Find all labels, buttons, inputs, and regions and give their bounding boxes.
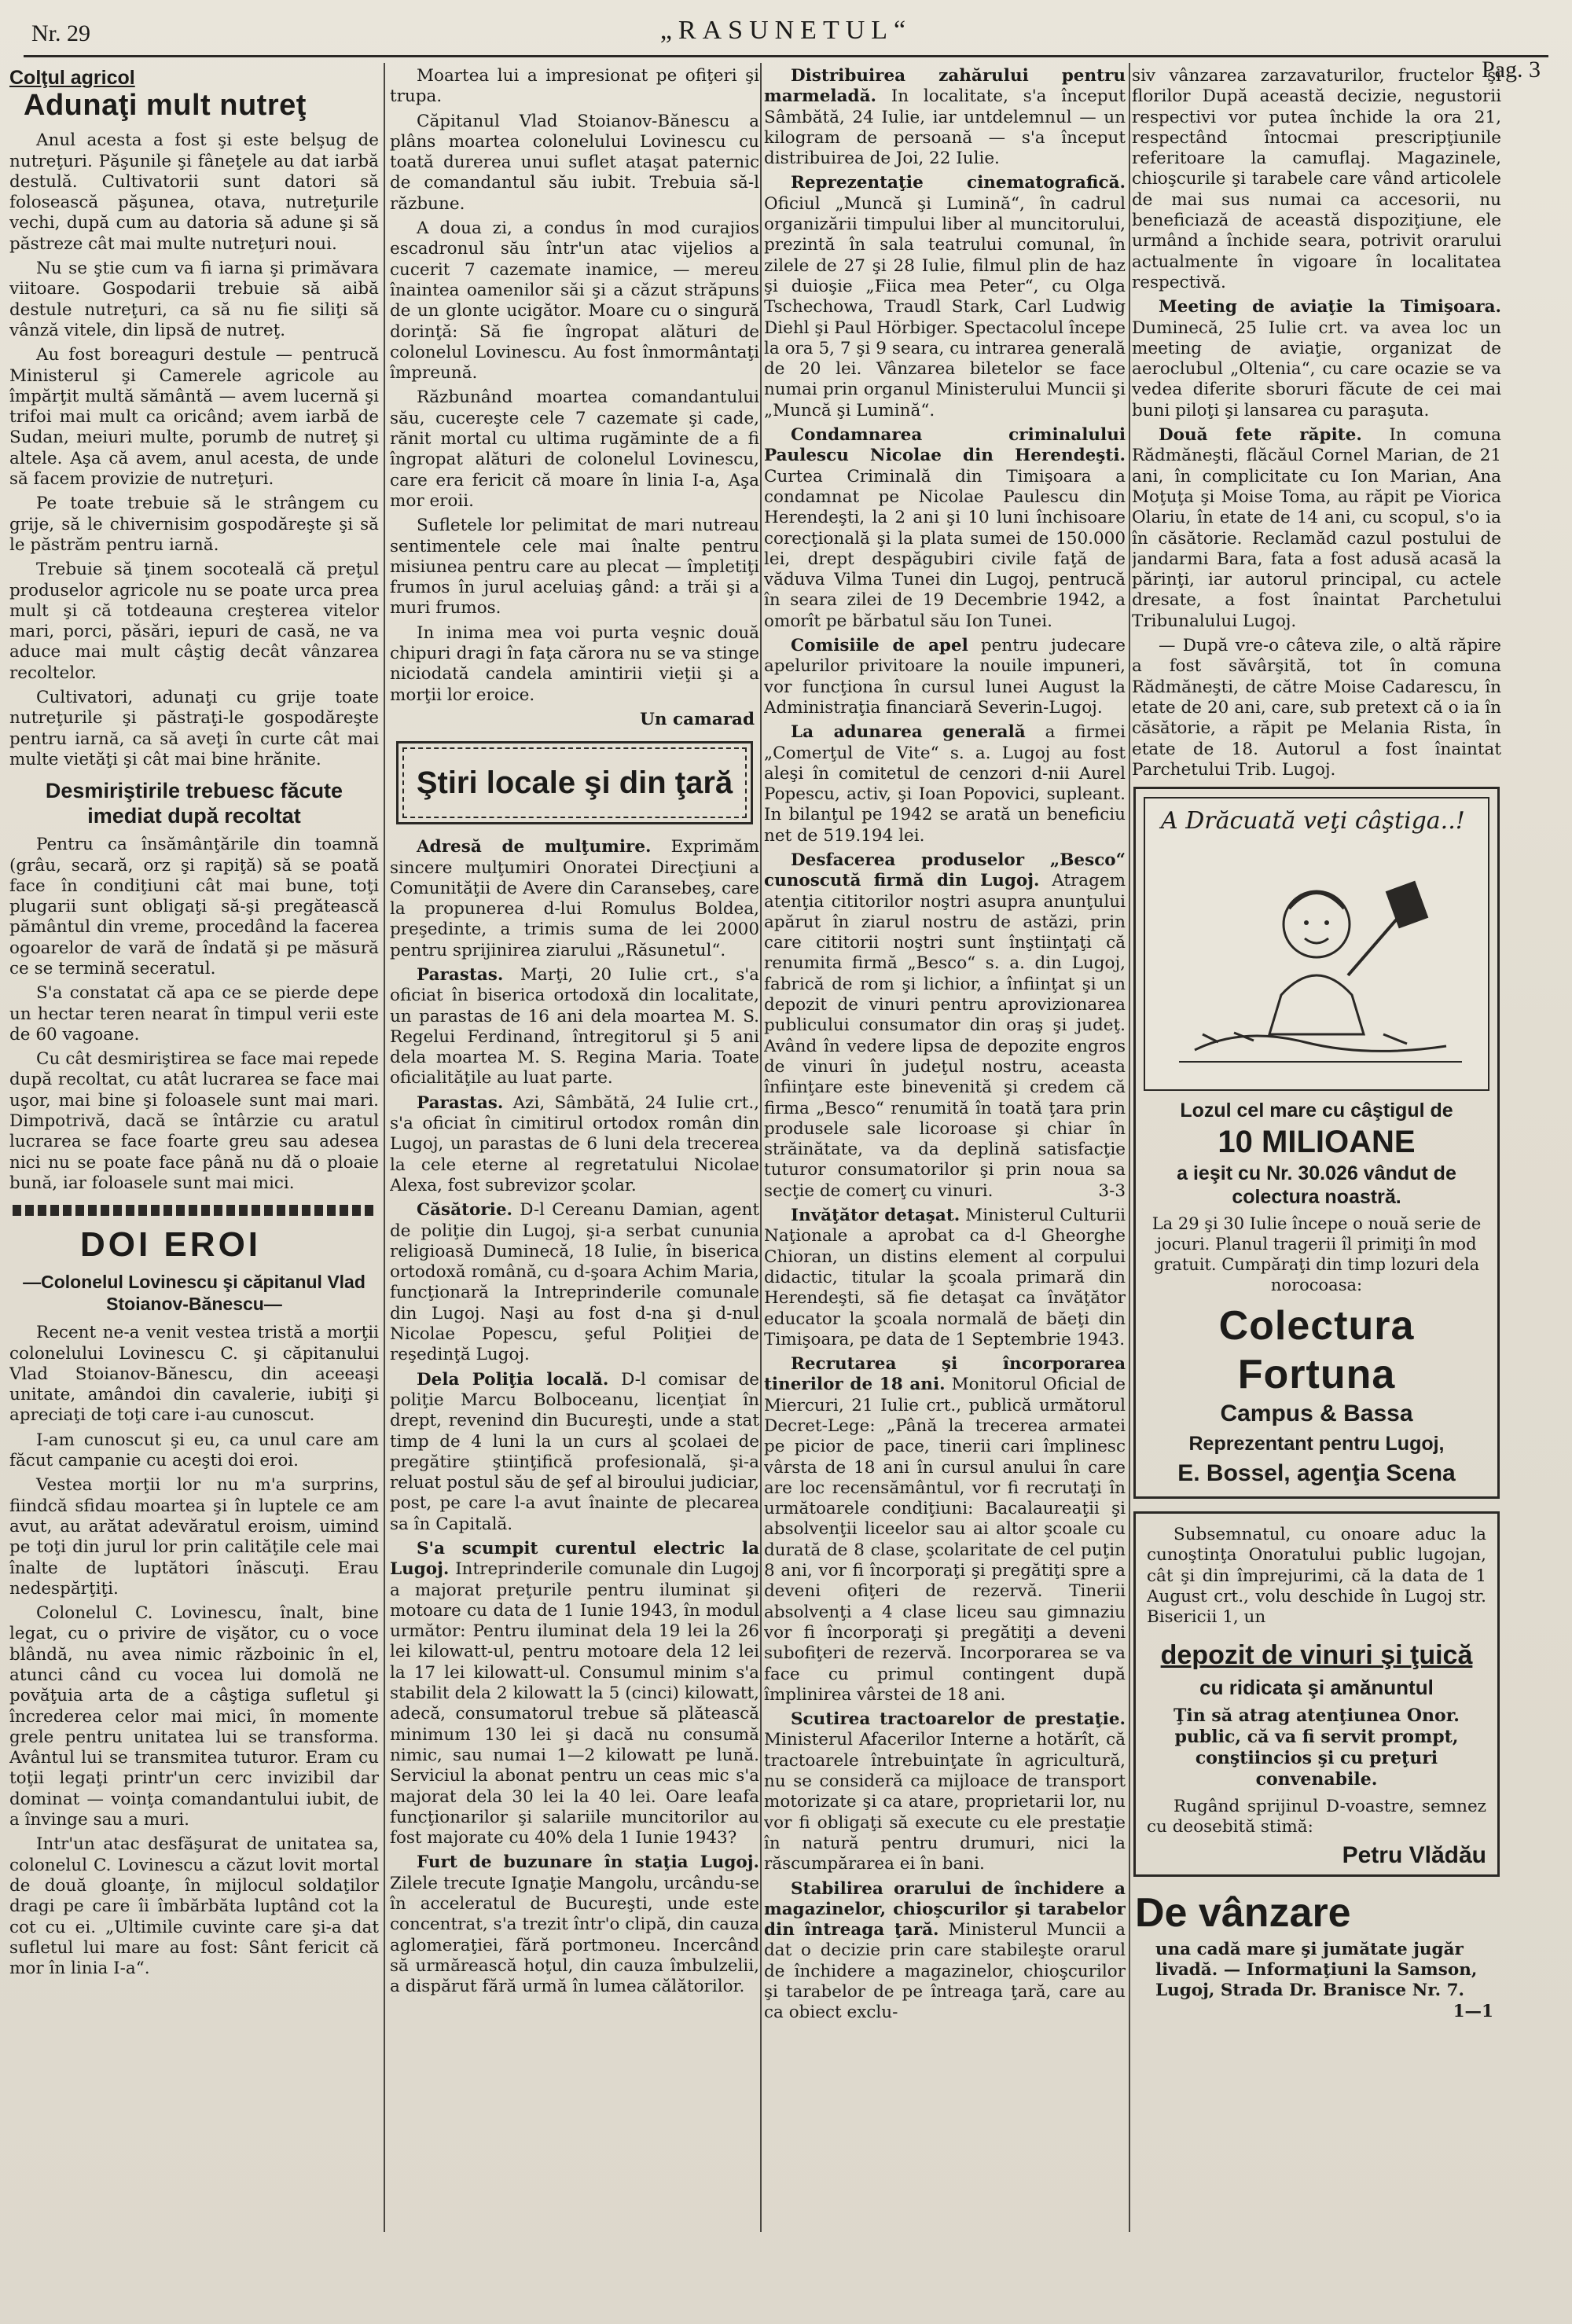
- lottery-advertisement: [1133, 787, 1500, 1499]
- paragraph: Răzbunând moartea comandantului său, cucereşte cele 7 cazemate şi cade, rănit mortal cu ultima rugăminte de a fi îngropat alături de colonelul Lovinescu, care era fericit că moare în linia I-a, Aşa mor eroii.: [390, 387, 759, 511]
- news-text: Azi, Sâmbătă, 24 Iulie crt., s'a oficiat în cimitirul ortodox român din Lugoj, un parastas de 6 luni dela trecerea la cele eterne al regretatului Nicolae Alexa, fost subrevizor şcolar.: [390, 1092, 759, 1195]
- news-headline: Parastas.: [417, 1092, 504, 1113]
- column-4: [1132, 66, 1501, 2251]
- news-text: Ministerul Afacerilor Interne a hotărît, că tractoarele întrebuinţate în agricultură, nu se consideră ca mijloace de transport motorizate şi ca atare, proprietarii lor, nu vor fi obligaţi să execute cu ele prestaţie în natură pentru drumuri, nici la răscumpărarea ei în bani.: [764, 1730, 1126, 1874]
- news-headline: Furt de buzunare în staţia Lugoj.: [417, 1852, 759, 1873]
- ad-brand-sub: Campus & Bassa: [1220, 1401, 1413, 1427]
- column-divider: [1129, 63, 1130, 2232]
- ad-illustration: [1144, 797, 1489, 1091]
- news-headline: Comisiile de apel: [791, 636, 968, 656]
- section-kicker: Colţul agricol: [9, 67, 135, 89]
- news-text: Monitorul Oficial de Miercuri, 21 Iulie crt., publică următorul Decret-Lege: „Până la trecerea armatei pe picior de pace, tinerii cari împlinesc vârsta de 18 ani în cursul anului în care are loc recensământul, vor fi recrutaţi în următoarele condiţiuni: Bacalaureaţii şi absolvenţii liceelor sau ai altor şcoale cu durată de 8 clase, şcolaritate de cel puţin 8 ani, vor fi încorporaţi şi pregătiţi spre a deveni ofiţeri de rezervă. Tinerii absolvenţi a 4 clase liceu sau gimnaziu vor fi încorporaţi şi pregătiţi a deveni subofiţeri de rezervă. Incorporarea se va face cu primul contingent după împlinirea vârstei de 18 ani.: [764, 1375, 1126, 1705]
- news-item: [390, 837, 759, 961]
- news-text: Exprimăm sincere mulţumiri Onoratei Direcţiuni a Comunităţii de Avere din Caransebeş, care la propunerea d-lui Romulus Boldea, preşedinte, a trimis suma de lei 2000 pentru sprijinirea ziarului „Răsunetul“.: [390, 837, 759, 960]
- boy-with-ticket-icon: [1145, 799, 1488, 1089]
- news-item: [390, 1200, 759, 1365]
- news-headline: Invăţător detaşat.: [791, 1206, 960, 1226]
- masthead: [24, 14, 1548, 57]
- news-item: [1132, 425, 1501, 632]
- news-text: Zilele trecute Ignaţie Mangolu, urcându-se în acceleratul de Bucureşti, unde este concentrat, s'a trezit într'o clipă, din cauza aglomeraţiei, fără portmoneu. Incercând să urmărească hoţul, din cauza îmbulzelii, a dispărut fără urmă în lumea călătorilor.: [390, 1873, 759, 1997]
- paragraph: Nu se ştie cum va fi iarna şi primăvara viitoare. Gospodarii trebuie să aibă destule nutreţuri, ca să nu fie siliţi să vânză vitele, din lipsă de nutreţ.: [9, 259, 379, 340]
- news-headline: Dela Poliţia locală.: [417, 1369, 609, 1390]
- news-item: [764, 722, 1126, 846]
- paragraph: Intr'un atac desfăşurat de unitatea sa, colonelul C. Lovinescu a căzut lovit mortal de două gloanţe, în mijlocul soldaţilor dragi pe care îi îmbărbăta luptând cot la cot cu ei. „Ultimile cuvinte care şi-a dat sufletul lui mare au fost: Sânt fericit că mor în linia I-a“.: [9, 1834, 379, 1979]
- news-text: D-l Cereanu Damian, agent de poliţie din Lugoj, şi-a serbat cununia religioasă Duminecă, 18 Iulie, în biserica ortodoxă română, cu d-şoara Achim Maria, funcţionară la Intreprinderile comunale din Lugoj. Naşi au fost d-na şi d-nul Nicolae Popescu, şeful Poliţiei de reşedinţă Lugoj.: [390, 1200, 759, 1365]
- news-item: [764, 1354, 1126, 1705]
- news-text: Marţi, 20 Iulie crt., s'a oficiat în biserica ortodoxă din localitate, un parastas de 16 ani dela moartea M. S. Regelui Ferdinand, întregitorul şi 5 ani dela moartea M. S. Regina Maria. Toate oficialităţile au luat parte.: [390, 964, 759, 1089]
- news-headline: Condamnarea criminalului Paulescu Nicolae din Herendeşti.: [764, 425, 1126, 466]
- newspaper-title: „RASUNETUL“: [659, 16, 913, 45]
- ad-signature: Petru Vlădău: [1342, 1842, 1486, 1869]
- paragraph: Au fost boreaguri destule — pentrucă Ministerul şi Camerele agricole au împărţit multă sământă — avem lucernă şi trifoi mai mult ca oricând; avem iarbă de Sudan, meiuri multe, porumb de nutreţ şi altele. Aşa că avem, anul acesta, de unde să facem provizie de nutreţuri.: [9, 345, 379, 490]
- wine-depot-advertisement: [1133, 1511, 1500, 1877]
- news-text: Duminecă, 25 Iulie crt. va avea loc un meeting de aviaţie, organizat de aeroclubul „Oltenia“, cu care ocazie se va vedea diferite sboruri făcute de cei mai buni piloţi şi lansarea cu paraşuta.: [1132, 318, 1501, 420]
- paragraph: Colonelul C. Lovinescu, înalt, bine legat, cu o privire de vişător, cu o voce blândă, nu avea nimic războinic în el, atunci când cu vocea lui domolă ne povăţuia arta de a câştiga sufletul şi încrederea celor mai mici, în momente grele pentru unitatea lui se transforma. Avântul lui se transmitea tuturor. Eram cu toţii legaţi printr'un cerc invizibil dar dominat — voinţa comandantului iubit, de a învinge sau a muri.: [9, 1603, 379, 1830]
- ad-text: Subsemnatul, cu onoare aduc la cunoştinţa Onoratului public lugojan, cât şi din împrejurimi, că la data de 1 August crt., volu deschide în Lugoj str. Bisericii 1, un: [1147, 1525, 1486, 1628]
- column-divider: [384, 63, 385, 2232]
- news-headline: Stabilirea orarului de închidere a magazinelor, chioşcurilor şi tarabelor din întreaga ţară.: [764, 1878, 1126, 1940]
- news-headline: Scutirea tractoarelor de prestaţie.: [791, 1709, 1126, 1730]
- news-headline: S'a scumpit curentul electric la Lugoj.: [390, 1539, 759, 1580]
- ad-subheadline: cu ridicata şi amănuntul: [1199, 1675, 1434, 1699]
- news-item: [764, 425, 1126, 632]
- news-item: [764, 173, 1126, 421]
- ad-text: Lozul cel mare cu câştigul de: [1180, 1100, 1453, 1122]
- column-3: [764, 66, 1126, 2251]
- paragraph: Recent ne-a venit vestea tristă a morţii colonelului Lovinescu C. şi căpitanului Vlad Stoianov-Bănescu, din aceeaşi unitate, amândoi din cavalerie, iubiţi şi apreciaţi de toţi care i-au cunoscut.: [9, 1323, 379, 1426]
- paragraph: S'a constatat că apa ce se pierde depe un hectar teren nearat în timpul verii este de 60 vagoane.: [9, 983, 379, 1045]
- paragraph: Vestea morţii lor nu m'a surprins, fiindcă sfidau moartea şi în luptele ce am avut, au arătat adevăratul eroism, uimind pe toţi din jurul lor prin calităţile cele mai înalte de luptători înăscuţi. Erau nedespărţiţi.: [9, 1475, 379, 1599]
- article-title: Desmiriştirile trebuesc făcute imediat după recoltat: [45, 779, 343, 828]
- news-headline: Reprezentaţie cinematografică.: [791, 173, 1126, 193]
- news-text: Ministerul Muncii a dat o decizie prin care stabileşte orarul de închidere a magazinelor, chioşcurilor şi tarabelor de pe întreaga ţară, care au ca obiect exclu-: [764, 1920, 1126, 2023]
- paragraph: — După vre-o câteva zile, o altă răpire a fost săvârşită, tot în comuna Rădmăneşti, de către Moise Cadarescu, în etate de 20 ani, care, sub pretext că o ia în căsătorie, a răpit pe Melania Rista, în etate de 18. Autorul a fost înaintat Parchetului Trib. Lugoj.: [1132, 636, 1501, 780]
- paragraph: I-am cunoscut şi eu, ca unul care am făcut campanie cu aceşti doi eroi.: [9, 1430, 379, 1471]
- paragraph: Cu cât desmiriştirea se face mai repede după recoltat, cu atât lucrarea se face mai uşor, mai bine şi foloasele sunt mai mari. Dimpotrivă, dacă se întârzie cu aratul lucrarea se face foarte greu sau adesea nici nu se poate face până nu dă o ploaie bună, iar foloasele sunt mai mici.: [9, 1049, 379, 1193]
- paragraph: Pe toate trebuie să le strângem cu grije, să le chivernisim gospodăreşte şi să le păstrăm pentru iarnă.: [9, 494, 379, 555]
- news-item: [764, 1709, 1126, 1874]
- classified-text: una cadă mare şi jumătate jugăr livadă. — Informaţiuni la Samson, Lugoj, Strada Dr. Branisce Nr. 7.: [1155, 1939, 1478, 2001]
- ad-brand: Colectura Fortuna: [1218, 1303, 1415, 1398]
- article-title: DOI EROI: [80, 1225, 262, 1265]
- paragraph: A doua zi, a condus în mod curajios escadronul său într'un atac vijelios a cucerit 7 cazemate inamice, — mereu înaintea oamenilor săi şi a căzut străpuns de un glonte ucigător. Moare cu o singură dorinţă: Să fie îngropat alături de colonelul Lovinescu. Au fost înmormântaţi împreună.: [390, 218, 759, 384]
- signature: Un camarad: [640, 709, 755, 729]
- news-headline: Adresă de mulţumire.: [417, 837, 652, 857]
- news-headline: Două fete răpite.: [1159, 425, 1362, 446]
- ad-text: Ţin să atrag atenţiunea Onor. public, că va fi servit prompt, conştiincios şi cu preţuri convenabile.: [1173, 1705, 1460, 1790]
- news-item: [764, 636, 1126, 718]
- ad-prize: 10 MILIOANE: [1218, 1125, 1416, 1160]
- news-headline: Desfacerea produselor „Besco“ cunoscută firmă din Lugoj.: [764, 850, 1126, 891]
- news-item: [390, 1539, 759, 1849]
- paragraph: Pentru ca însămânţările din toamnă (grâu, secară, orz şi rapiţă) să se poată face în condiţiuni cât mai bune, toţi plugarii sunt obligaţi să-şi pregătească pământul din vreme, procedând la facerea ogoarelor de vară de îndată şi pe măsură ce se termină seceratul.: [9, 835, 379, 978]
- paragraph: Trebuie să ţinem socoteală că preţul produselor agricole nu se poate urca prea mult şi că totdeauna creşterea vitelor mari, porci, păsări, iepuri de casă, ne va aduce mai mult câştig decât vânzarea recoltelor.: [9, 560, 379, 683]
- ad-text: a ieşit cu Nr. 30.026 vândut de colectura noastră.: [1177, 1162, 1456, 1209]
- news-text: pentru judecare apelurilor privitoare la nouile impuneri, vor funcţiona în cursul lunei August la Administraţia financiară Severin-Lugoj.: [764, 636, 1126, 718]
- issue-number: Nr. 29: [31, 20, 90, 46]
- news-text: Intreprinderile comunale din Lugoj a majorat preţurile pentru iluminat şi motoare cu data de 1 Iunie 1943, în modul următor: Pentru iluminat dela 19 lei la 26 lei kilowatt-ul, pentru motoare dela 12 lei la 17 lei kilowatt-ul. Consumul minim s'a stabilit dela 2 kilowatt la 5 (cinci) kilowatt, adecă, consumatorul trebue să plătească minimum 130 lei şi dacă nu consumă nimic, sau numai 1—2 kilowatt pe lună. Serviciul la abonat pentru un ceas mic s'a majorat dela 30 lei la 40 lei. Oare leafa funcţionarilor şi salariile muncitorilor au fost majorate cu 40% dela 1 Iunie 1943?: [390, 1559, 759, 1849]
- news-headline: Recrutarea şi încorporarea tinerilor de 18 ani.: [764, 1354, 1126, 1395]
- news-item: [390, 965, 759, 1089]
- paragraph: siv vânzarea zarzavaturilor, fructelor şi florilor După această decizie, negustorii respectivi vor putea închide la ora 21, respectând întocmai prescripţiunile referitoare la camuflaj. Magazinele, chioşcurile şi tarabele care vând articolele de mai sus numai ca accesorii, nu beneficiază de această dispoziţiune, ele urmând a închide seara, potrivit orarului actualmente în vigoare în localitatea respectivă.: [1132, 66, 1501, 292]
- ad-reference: 1—1: [1453, 2001, 1493, 2021]
- classified-headline: De vânzare: [1135, 1889, 1351, 1936]
- section-banner: Ştiri locale şi din ţară: [396, 741, 753, 824]
- column-divider: [760, 63, 762, 2232]
- ad-script-slogan: A Drăcuată veţi câştiga..!: [1161, 807, 1465, 835]
- ad-text: Reprezentant pentru Lugoj,: [1188, 1433, 1445, 1456]
- news-item: [764, 1206, 1126, 1350]
- news-text: Oficiul „Muncă şi Lumină“, în cadrul organizării timpului liber al muncitorului, prezintă în sala teatrului comunal, în zilele de 27 şi 28 Iulie, filmul plin de haz şi duioşie „Fiica mea Peter“, cu Olga Tschechowa, Traudl Stark, Carl Ludwig Diehl şi Paul Hörbiger. Spectacolul începe la ora 5, 7 şi 9 seara, cu intrarea generală de 20 lei. Vânzarea biletelor se face numai prin organul Ministerului Muncii şi „Muncă şi Lumină“.: [764, 193, 1126, 420]
- paragraph: Căpitanul Vlad Stoianov-Bănescu a plâns moartea colonelului Lovinescu cu toată durerea unui suflet ataşat paternic de comandantul său iubit. Trebuia să-l răzbune.: [390, 111, 759, 214]
- news-text: Atragem atenţia cititorilor noştri asupra anunţului apărut în ziarul nostru de astăzi, prin care cititorii noştri sunt înştiinţaţi că renumita firmă „Besco“ s. a. din Lugoj, fabrică de rom şi lichior, a înfiinţat şi un depozit de vinuri pentru aprovizionarea publicului consumator din oraş şi judeţ. Având în vedere lipsa de depozite engros de vinuri în judeţul nostru, aceasta înfiinţare este binevenită şi credem că firma „Besco“ renumită în toată ţara prin produsele sale licoroase şi chiar în străinătate, va da deplină satisfacţie tuturor consumatorilor şi prin noua sa secţie de comerţ cu vinuri.: [764, 871, 1126, 1201]
- article-title: Adunaţi mult nutreţ: [24, 89, 307, 123]
- news-text: D-l comisar de poliţie Marcu Bolboceanu, licenţiat în drept, revenind din Bucureşti, unde a stat timp de 4 luni la un curs al şcolaei de pregătire ştiinţifică profesională, şi-a reluat postul său de şef al biroului judiciar, post, pe care l-a avut înainte de plecarea sa în Capitală.: [390, 1369, 759, 1534]
- news-item: [764, 1879, 1126, 2024]
- paragraph: In inima mea voi purta veşnic două chipuri dragi în faţa cărora nu se va stinge niciodată candela amintirii vieţii şi a morţii lor eroice.: [390, 622, 759, 705]
- article-subtitle: —Colonelul Lovinescu şi căpitanul Vlad Stoianov-Bănescu—: [23, 1272, 365, 1315]
- paragraph: Cultivatori, adunaţi cu grije toate nutreţurile şi păstraţi-le gospodăreşte pentru iarnă, ca să aveţi în curte cât mai multe vietăţi şi cât mai bine hrănite.: [9, 688, 379, 769]
- news-text: a firmei „Comerţul de Vite“ s. a. Lugoj au fost aleşi în comitetul de cenzori d-nii Aurel Popescu, activ, şi Ioan Popovici, supleant. In bilanţul pe 1942 se arată un beneficiu net de 519.194 lei.: [764, 722, 1126, 846]
- ad-headline: depozit de vinuri şi ţuică: [1160, 1639, 1473, 1670]
- ad-reference: 3-3: [1098, 1180, 1126, 1201]
- news-item: [390, 1093, 759, 1196]
- news-text: Curtea Criminală din Timişoara a condamnat pe Nicolae Paulescu din Herendeşti, la 2 ani şi 10 luni închisoare corecţională şi la plata sumei de 150.000 lei, drept despăgubiri civile faţă de văduva Vilma Tunei din Lugoj, pentrucă în seara zilei de 19 Decembrie 1942, a omorît pe bărbatul său Ion Tunei.: [764, 466, 1126, 631]
- ad-text: Rugând sprijinul D-voastre, semnez cu deosebită stimă:: [1147, 1796, 1486, 1838]
- paragraph: Moartea lui a impresionat pe ofiţeri şi trupa.: [390, 66, 759, 107]
- paragraph: Sufletele lor pelimitat de mari nutreau sentimentele cele mai înalte pentru misiunea pentru care au plecat — împletiţi frumos în jurul aceluiaş gând: a trăi şi a muri frumos.: [390, 516, 759, 619]
- page-number: Pag. 3: [1482, 57, 1541, 83]
- news-text: In localitate, s'a început Sâmbătă, 24 Iulie, iar untdelemnul — un kilogram de persoană — s'a început distribuirea de Joi, 22 Iulie.: [764, 86, 1126, 169]
- column-1: [9, 66, 379, 2251]
- news-headline: Căsătorie.: [417, 1200, 513, 1221]
- news-headline: Distribuirea zahărului pentru marmeladă.: [764, 66, 1126, 107]
- column-2: [390, 66, 759, 2251]
- news-item: [390, 1370, 759, 1535]
- ad-agent: E. Bossel, agenţia Scena: [1177, 1460, 1456, 1487]
- dotted-separator: [13, 1205, 376, 1216]
- news-item: [1132, 297, 1501, 421]
- news-text: In comuna Rădmăneşti, flăcăul Cornel Marian, de 21 ani, în complicitate cu Ion Marian, Ana Moţuţa şi Moise Toma, au răpit pe Viorica Olariu, în etate de 14 ani, cu scopul, s'o ia în căsătorie. Reclamăd cazul postului de jandarmi Bara, fata a fost adusă acasă la părinţi, iar autorul principal, cu actele dresate, a fost înaintat Parchetului Tribunalului Lugoj.: [1132, 425, 1501, 631]
- news-text: Ministerul Culturii Naţionale a aprobat ca d-l Gheorghe Chioran, un distins element al corpului didactic, titular la şcoala primară din Herendeşti, să fie detaşat ca învăţător educator la şcoala normală de băeţi din Timişoara, pe data de 1 Septembrie 1943.: [764, 1206, 1126, 1349]
- news-item: [390, 1852, 759, 1997]
- ad-text: La 29 şi 30 Iulie începe o nouă serie de jocuri. Planul tragerii îl primiţi în mod gratuit. Cumpăraţi din timp lozuri dela norocoasa:: [1151, 1214, 1482, 1295]
- paragraph: Anul acesta a fost şi este belşug de nutreţuri. Păşunile şi fâneţele au dat iarbă destulă. Cultivatorii sunt datori să folosească păşunea, otava, nutreţurile vechi, după cum au datoria să adune şi să păstreze cât mai multe nutreţuri noui.: [9, 130, 379, 254]
- news-headline: La adunarea generală: [791, 722, 1026, 743]
- news-headline: Parastas.: [417, 964, 504, 985]
- news-item: [764, 850, 1126, 1202]
- news-item: [764, 66, 1126, 169]
- news-headline: Meeting de aviaţie la Timişoara.: [1159, 297, 1501, 318]
